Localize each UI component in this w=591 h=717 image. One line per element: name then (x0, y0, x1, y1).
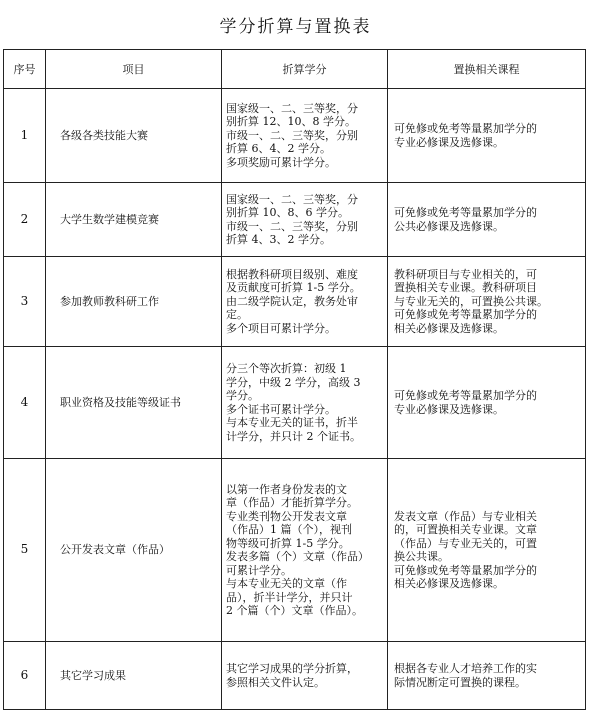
credit-line: 计学分，并只计 2 个证书。 (226, 429, 361, 443)
row-credit (222, 642, 388, 710)
header-credit: 折算学分 (222, 50, 388, 89)
replacement-line: 发表文章（作品）与专业相关 (394, 509, 537, 523)
replacement-line: 根据各专业人才培养工作的实 (394, 662, 537, 675)
credit-line: 折算 4、3、2 学分。 (226, 233, 331, 246)
credit-line: 学分。 (226, 389, 259, 402)
row-credit (222, 257, 388, 347)
table-row (4, 642, 586, 710)
credit-line: 发表多篇（个）文章（作品） (226, 550, 369, 563)
replacement-line: 可免修或免考等量累加学分的 (394, 563, 537, 577)
table-row (4, 257, 586, 347)
header-row (4, 50, 586, 89)
replacement-line: 可免修或免考等量累加学分的 (394, 308, 537, 322)
replacement-line: 与专业无关的，可置换公共课。 (394, 294, 548, 308)
credit-line: 根据教科研项目级别、难度 (226, 267, 358, 281)
credit-line: 国家级一、二、三等奖，分 (226, 192, 358, 206)
credit-line: 市级一、二、三等奖，分别 (226, 128, 358, 142)
row-replacement (388, 459, 586, 642)
table-row (4, 347, 586, 459)
table-row (4, 459, 586, 642)
credit-line: 定。 (226, 308, 248, 322)
row-replacement (388, 347, 586, 459)
table-body (4, 89, 586, 710)
row-number: 3 (4, 257, 46, 347)
replacement-line: 专业必修课及选修课。 (394, 402, 504, 416)
credit-line: 多项奖励可累计学分。 (226, 155, 336, 169)
credit-line: 与本专业无关的证书，折半 (226, 416, 358, 429)
header-no: 序号 (4, 50, 46, 89)
row-credit (222, 89, 388, 183)
credit-line: （作品）1 篇（个），视刊 (226, 523, 352, 536)
credit-line: 别折算 10、8、6 学分。 (226, 206, 349, 219)
replacement-line: 际情况断定可置换的课程。 (394, 675, 526, 689)
credit-line: 2 个篇（个）文章（作品）。 (226, 604, 363, 617)
replacement-line: （作品）与专业无关的，可置 (394, 536, 537, 550)
replacement-line: 相关必修课及选修课。 (394, 321, 504, 335)
header-item: 项目 (46, 50, 222, 89)
replacement-line: 相关必修课及选修课。 (394, 577, 504, 590)
credit-line: 物等级可折算 1-5 学分。 (226, 536, 350, 550)
replacement-line: 专业必修课及选修课。 (394, 135, 504, 149)
credit-line: 多个证书可累计学分。 (226, 402, 336, 416)
credit-line: 可累计学分。 (226, 563, 292, 577)
credit-line: 品），折半计学分，并只计 (226, 590, 353, 604)
replacement-line: 可免修或免考等量累加学分的 (394, 122, 537, 135)
credit-line: 与本专业无关的文章（作 (226, 577, 347, 590)
credit-line: 章（作品）才能折算学分。 (226, 496, 358, 509)
row-number: 5 (4, 459, 46, 642)
row-item: 职业资格及技能等级证书 (46, 347, 222, 459)
table-row (4, 183, 586, 257)
replacement-line: 置换相关专业课。教科研项目 (394, 281, 537, 295)
row-item: 其它学习成果 (46, 642, 222, 710)
credit-line: 国家级一、二、三等奖，分 (226, 101, 358, 115)
credit-line: 及贡献度可折算 1-5 学分。 (226, 281, 361, 295)
credit-line: 市级一、二、三等奖，分别 (226, 219, 358, 233)
row-number: 6 (4, 642, 46, 710)
row-replacement (388, 642, 586, 710)
row-credit (222, 459, 388, 642)
replacement-line: 可免修或免考等量累加学分的 (394, 389, 537, 402)
row-credit (222, 183, 388, 257)
row-number: 2 (4, 183, 46, 257)
credit-table (3, 49, 586, 710)
header-replace: 置换相关课程 (388, 50, 586, 89)
row-item: 各级各类技能大赛 (46, 89, 222, 183)
row-item: 参加教师教科研工作 (46, 257, 222, 347)
row-number: 1 (4, 89, 46, 183)
replacement-line: 换公共课。 (394, 550, 449, 563)
row-credit (222, 347, 388, 459)
row-replacement (388, 257, 586, 347)
table-row (4, 89, 586, 183)
credit-line: 多个项目可累计学分。 (226, 321, 336, 335)
row-replacement (388, 183, 586, 257)
credit-line: 以第一作者身份发表的文 (226, 482, 347, 496)
credit-line: 由二级学院认定，教务处审 (226, 294, 358, 308)
credit-line: 专业类刊物公开发表文章 (226, 509, 347, 523)
replacement-line: 公共必修课及选修课。 (394, 219, 504, 233)
row-item: 大学生数学建模竞赛 (46, 183, 222, 257)
credit-line: 分三个等次折算：初级 1 (226, 362, 347, 375)
replacement-line: 的，可置换相关专业课。文章 (394, 523, 537, 536)
row-number: 4 (4, 347, 46, 459)
credit-line: 学分，中级 2 学分，高级 3 (226, 375, 361, 389)
credit-line: 折算 6、4、2 学分。 (226, 142, 331, 156)
credit-line: 别折算 12、10、8 学分。 (226, 115, 356, 129)
credit-line: 其它学习成果的学分折算， (226, 662, 358, 675)
replacement-line: 教科研项目与专业相关的，可 (394, 267, 537, 281)
document-title: 学分折算与置换表 (219, 17, 372, 37)
row-item: 公开发表文章（作品） (46, 459, 222, 642)
credit-line: 参照相关文件认定。 (226, 675, 325, 689)
row-replacement (388, 89, 586, 183)
replacement-line: 可免修或免考等量累加学分的 (394, 206, 537, 219)
